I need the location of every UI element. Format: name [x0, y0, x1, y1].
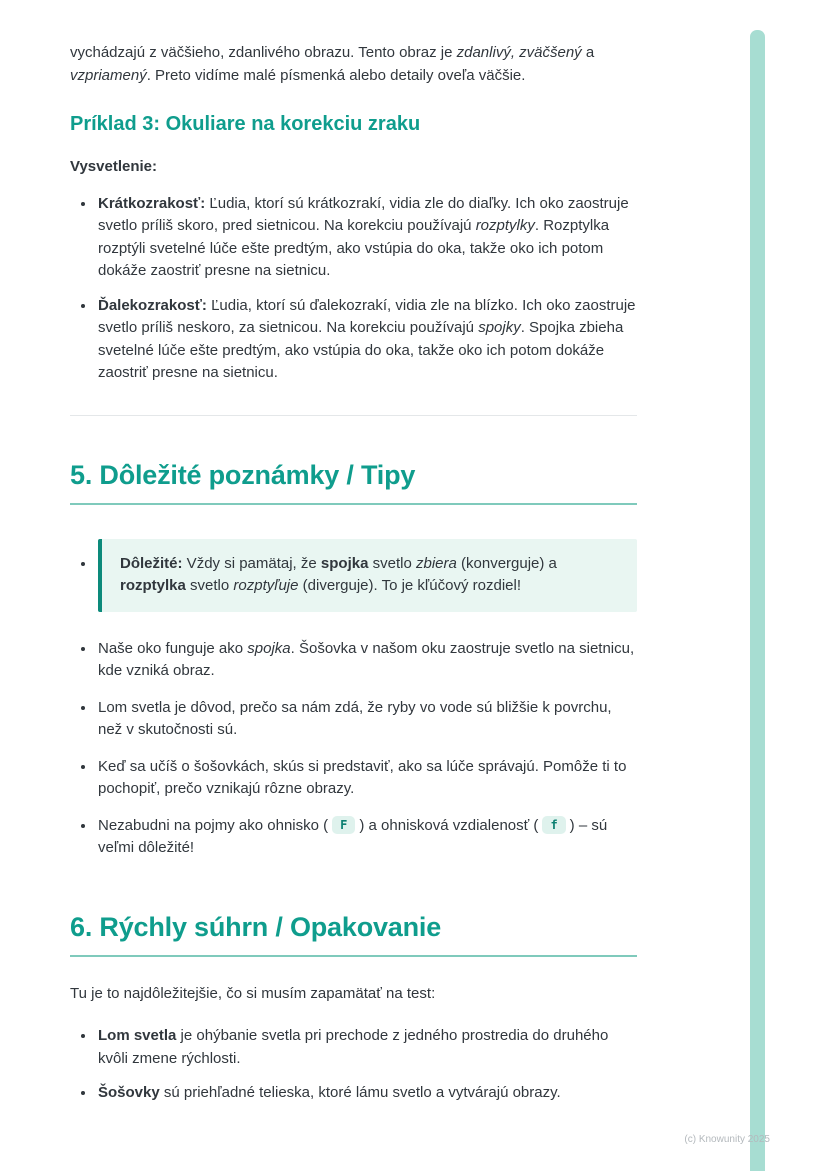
- section6-heading: 6. Rýchly súhrn / Opakovanie: [70, 912, 637, 957]
- copyright-footer: (c) Knowunity 2025: [684, 1134, 770, 1145]
- list-item: • Lom svetla je dôvod, prečo sa nám zdá, že ryby vo vode sú bližšie k povrchu, než v skutočnosti sú.: [96, 697, 637, 742]
- list-item: • Keď sa učíš o šošovkách, skús si predstaviť, ako sa lúče správajú. Pomôže ti to pochopiť, prečo vznikajú rôzne obrazy.: [96, 756, 637, 801]
- summary-intro: Tu je to najdôležitejšie, čo si musím zapamätať na test:: [70, 984, 436, 1002]
- list-item: • Ďalekozrakosť: Ľudia, ktorí sú ďalekozrakí, vidia zle na blízko. Ich oko zaostruje svetlo príliš neskoro, za sietnicou. Na korekciu používajú spojky. Spojka zbieha svetelné lúče ešte predtým, ako vstúpia do oka, takže oko ich potom dokáže zaostriť presne na sietnicu.: [96, 295, 637, 385]
- list-item: • Nezabudni na pojmy ako ohnisko ( F ) a ohnisková vzdialenosť ( f ) – sú veľmi dôležité!: [96, 815, 637, 860]
- callout-list: [70, 539, 637, 612]
- section-divider: [70, 415, 637, 416]
- right-accent-bar: [750, 30, 765, 1171]
- important-callout: • Dôležité: Vždy si pamätaj, že spojka svetlo zbiera (konverguje) a rozptylka svetlo rozptyľuje (diverguje). To je kľúčový rozdiel!: [98, 539, 637, 612]
- list-item: • Naše oko funguje ako spojka. Šošovka v našom oku zaostruje svetlo na sietnicu, kde vzniká obraz.: [96, 638, 637, 683]
- callout-item: [96, 539, 637, 612]
- summary-list: [70, 1025, 637, 1105]
- list-item: • Lom svetla je ohýbanie svetla pri prechode z jedného prostredia do druhého kvôli zmene rýchlosti.: [96, 1025, 637, 1070]
- list-item: • Krátkozrakosť: Ľudia, ktorí sú krátkozrakí, vidia zle do diaľky. Ich oko zaostruje svetlo príliš skoro, pred sietnicou. Na korekciu používajú rozptylky. Rozptylka rozptýli svetelné lúče ešte predtým, ako vstúpia do oka, takže oko ich potom dokáže zaostriť presne na sietnicu.: [96, 193, 637, 283]
- example-heading: Príklad 3: Okuliare na korekciu zraku: [70, 113, 421, 135]
- list-item: • Šošovky sú priehľadné telieska, ktoré lámu svetlo a vytvárajú obrazy.: [96, 1082, 637, 1105]
- tips-list: [70, 638, 637, 860]
- vision-list: [70, 193, 637, 385]
- document-content: [70, 0, 637, 1117]
- explanation-label: Vysvetlenie:: [70, 158, 157, 175]
- intro-paragraph: vychádzajú z väčšieho, zdanlivého obrazu. Tento obraz je zdanlivý, zväčšený a vzpriamený. Preto vidíme malé písmenká alebo detaily oveľa väčšie.: [70, 44, 595, 84]
- section5-heading: 5. Dôležité poznámky / Tipy: [70, 460, 637, 505]
